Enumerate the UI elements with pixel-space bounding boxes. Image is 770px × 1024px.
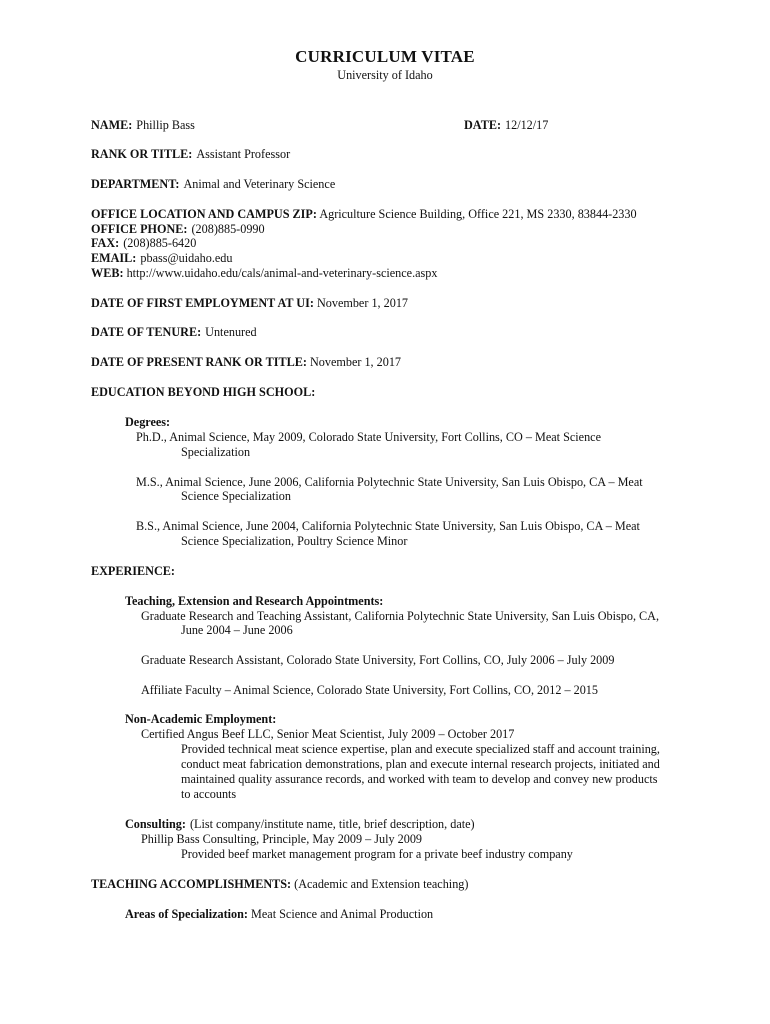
email-label: EMAIL: — [91, 251, 137, 265]
experience-heading: EXPERIENCE: — [91, 564, 175, 578]
department-value: Animal and Veterinary Science — [183, 177, 336, 191]
phone-value: (208)885-0990 — [191, 222, 265, 236]
name-value: Phillip Bass — [136, 118, 195, 132]
department-label: DEPARTMENT: — [91, 177, 180, 191]
degree-line: Specialization — [181, 445, 251, 459]
non-academic-desc-line: to accounts — [181, 787, 237, 801]
degree-line: M.S., Animal Science, June 2006, California Polytechnic State University, San Luis Obispo, CA – Meat — [136, 475, 643, 489]
present-rank-value: November 1, 2017 — [309, 355, 402, 369]
phone-label: OFFICE PHONE: — [91, 222, 188, 236]
consulting-row — [125, 817, 475, 832]
office-row — [91, 207, 637, 222]
appointment-line: Affiliate Faculty – Animal Science, Colorado State University, Fort Collins, CO, 2012 – 2015 — [141, 683, 598, 697]
consulting-note: (List company/institute name, title, brief description, date) — [189, 817, 475, 831]
degree-line: Science Specialization, Poultry Science Minor — [181, 534, 408, 548]
appointment-line: June 2004 – June 2006 — [181, 623, 293, 637]
teaching-appointments-label: Teaching, Extension and Research Appointments: — [125, 594, 384, 608]
email-value: pbass@uidaho.edu — [140, 251, 233, 265]
education-heading: EDUCATION BEYOND HIGH SCHOOL: — [91, 385, 316, 399]
areas-value: Meat Science and Animal Production — [251, 907, 434, 921]
web-row — [91, 266, 437, 281]
rank-label: RANK OR TITLE: — [91, 147, 193, 161]
tenure-row — [91, 325, 257, 340]
office-label: OFFICE LOCATION AND CAMPUS ZIP: — [91, 207, 317, 221]
consulting-position: Phillip Bass Consulting, Principle, May 2009 – July 2009 — [141, 832, 423, 846]
tenure-label: DATE OF TENURE: — [91, 325, 202, 339]
appointment-line: Graduate Research and Teaching Assistant, California Polytechnic State University, San Luis Obispo, CA, — [141, 609, 660, 623]
non-academic-position: Certified Angus Beef LLC, Senior Meat Scientist, July 2009 – October 2017 — [141, 727, 515, 741]
present-rank-label: DATE OF PRESENT RANK OR TITLE: — [91, 355, 307, 369]
date-value: 12/12/17 — [505, 118, 549, 132]
rank-row — [91, 147, 290, 162]
fax-value: (208)885-6420 — [123, 236, 197, 250]
document-title: CURRICULUM VITAE — [295, 47, 475, 66]
name-label: NAME: — [91, 118, 133, 132]
institution-name: University of Idaho — [337, 68, 433, 82]
phone-row — [91, 222, 265, 237]
web-value: http://www.uidaho.edu/cals/animal-and-veterinary-science.aspx — [126, 266, 438, 280]
email-row — [91, 251, 233, 266]
web-label: WEB: — [91, 266, 124, 280]
first-employment-label: DATE OF FIRST EMPLOYMENT AT UI: — [91, 296, 314, 310]
appointment-line: Graduate Research Assistant, Colorado State University, Fort Collins, CO, July 2006 – July 2009 — [141, 653, 615, 667]
areas-row — [125, 907, 433, 922]
office-value: Agriculture Science Building, Office 221, MS 2330, 83844-2330 — [319, 207, 637, 221]
teaching-heading-row — [91, 877, 468, 892]
areas-label: Areas of Specialization: — [125, 907, 248, 921]
teaching-heading: TEACHING ACCOMPLISHMENTS: — [91, 877, 292, 891]
teaching-heading-note: (Academic and Extension teaching) — [294, 877, 469, 891]
date-label: DATE: — [464, 118, 502, 132]
consulting-label: Consulting: — [125, 817, 186, 831]
name-row — [91, 118, 195, 133]
non-academic-desc-line: Provided technical meat science expertise, plan and execute specialized staff and account training, — [181, 742, 660, 756]
fax-row — [91, 236, 196, 251]
first-employment-value: November 1, 2017 — [316, 296, 409, 310]
degree-line: Ph.D., Animal Science, May 2009, Colorado State University, Fort Collins, CO – Meat Science — [136, 430, 601, 444]
first-employment-row — [91, 296, 408, 311]
present-rank-row — [91, 355, 401, 370]
date-row — [464, 118, 548, 133]
consulting-desc: Provided beef market management program for a private beef industry company — [181, 847, 573, 861]
rank-value: Assistant Professor — [196, 147, 291, 161]
non-academic-desc-line: maintained quality assurance records, and worked with team to develop and convey new products — [181, 772, 658, 786]
tenure-value: Untenured — [205, 325, 257, 339]
non-academic-label: Non-Academic Employment: — [125, 712, 277, 726]
fax-label: FAX: — [91, 236, 120, 250]
degrees-label: Degrees: — [125, 415, 171, 429]
non-academic-desc-line: conduct meat fabrication demonstrations, plan and execute internal research projects, initiated and — [181, 757, 660, 771]
department-row — [91, 177, 335, 192]
degree-line: Science Specialization — [181, 489, 291, 503]
degree-line: B.S., Animal Science, June 2004, California Polytechnic State University, San Luis Obispo, CA – Meat — [136, 519, 640, 533]
